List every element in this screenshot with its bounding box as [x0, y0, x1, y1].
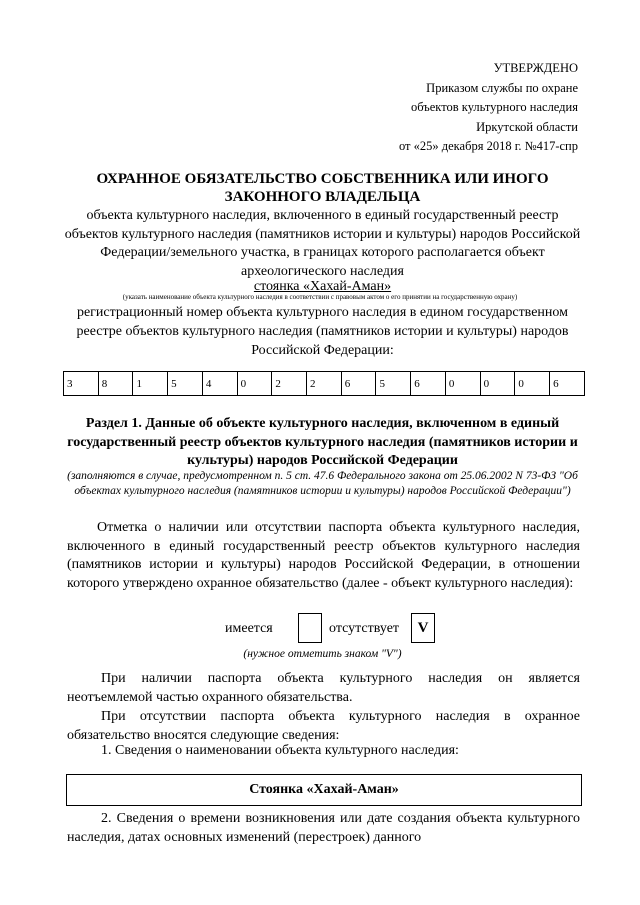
approval-block	[258, 59, 578, 157]
registration-digit: 0	[480, 372, 515, 396]
paragraph-present: При наличии паспорта объекта культурного наследия он является неотъемлемой частью охранного обязательства.	[67, 671, 580, 705]
absent-checkbox[interactable]: V	[411, 613, 435, 643]
document-subtitle: объекта культурного наследия, включенного в единый государственный реестр объектов культурного наследия (памятников истории и культуры) народов Российской Федерации/земельного участка, в границах которого располагается объект археологического наследия	[64, 208, 581, 279]
registration-label: регистрационный номер объекта культурного наследия в едином государственном реестре объектов культурного наследия (памятников истории и культуры) народов Российской Федерации:	[76, 305, 569, 358]
registration-digit: 0	[515, 372, 550, 396]
approval-line: Иркутской области	[476, 119, 578, 134]
item1-label: 1. Сведения о наименовании объекта культурного наследия:	[101, 743, 459, 758]
registration-digit: 2	[307, 372, 342, 396]
registration-digit: 0	[445, 372, 480, 396]
registration-digit: 0	[237, 372, 272, 396]
present-checkbox[interactable]	[298, 613, 322, 643]
document-title: ОХРАННОЕ ОБЯЗАТЕЛЬСТВО СОБСТВЕННИКА ИЛИ ИНОГО ЗАКОННОГО ВЛАДЕЛЬЦА	[96, 171, 549, 205]
registration-digit: 3	[64, 372, 99, 396]
registration-digit: 6	[411, 372, 446, 396]
approval-line: от «25» декабря 2018 г. №417-спр	[398, 139, 578, 153]
passport-options	[225, 613, 465, 643]
registration-digit: 5	[168, 372, 203, 396]
registration-digit: 6	[550, 372, 585, 396]
section1-title: Раздел 1. Данные об объекте культурного наследия, включенном в единый государственный реестр объектов культурного наследия (памятников истории и культуры) народов Российской Федерации	[67, 416, 578, 468]
passport-paragraph: Отметка о наличии или отсутствии паспорта объекта культурного наследия, включенного в единый государственный реестр объектов культурного наследия (памятников истории и культуры) народов Российской Федерации, в отношении которого утверждено охранное обязательство (далее - объект культурного наследия):	[67, 520, 580, 591]
approval-line: Приказом службы по охране	[426, 80, 578, 95]
approval-line: объектов культурного наследия	[411, 100, 578, 114]
registration-digit: 1	[133, 372, 168, 396]
object-name-box: Стоянка «Хахай-Аман»	[66, 774, 582, 806]
registration-digit: 2	[272, 372, 307, 396]
site-name-hint: (указать наименование объекта культурного наследия в соответствии с правовым актом о его принятии на государственную охрану)	[122, 293, 518, 301]
section1-hint: (заполняются в случае, предусмотренном п. 5 ст. 47.6 Федерального закона от 25.06.2002 N 73-ФЗ "Об объектах культурного наследия (памятников истории и культуры) народов Российской Федерации")	[67, 470, 578, 497]
mark-hint: (нужное отметить знаком "V")	[243, 648, 402, 660]
paragraph-absent: При отсутствии паспорта объекта культурного наследия в охранное обязательство вносятся следующие сведения:	[67, 709, 580, 743]
registration-digit: 8	[98, 372, 133, 396]
approval-line: УТВЕРЖДЕНО	[493, 61, 578, 75]
registration-digit: 6	[341, 372, 376, 396]
absent-label: отсутствует	[329, 621, 400, 636]
registration-number-table	[63, 371, 585, 396]
registration-number-row	[64, 372, 585, 396]
registration-digit: 4	[202, 372, 237, 396]
present-label: имеется	[225, 621, 273, 636]
item2-label: 2. Сведения о времени возникновения или дате создания объекта культурного наследия, датах основных изменений (перестроек) данного	[67, 811, 580, 845]
registration-digit: 5	[376, 372, 411, 396]
site-name-text: стоянка «Хахай-Аман»	[253, 279, 392, 294]
